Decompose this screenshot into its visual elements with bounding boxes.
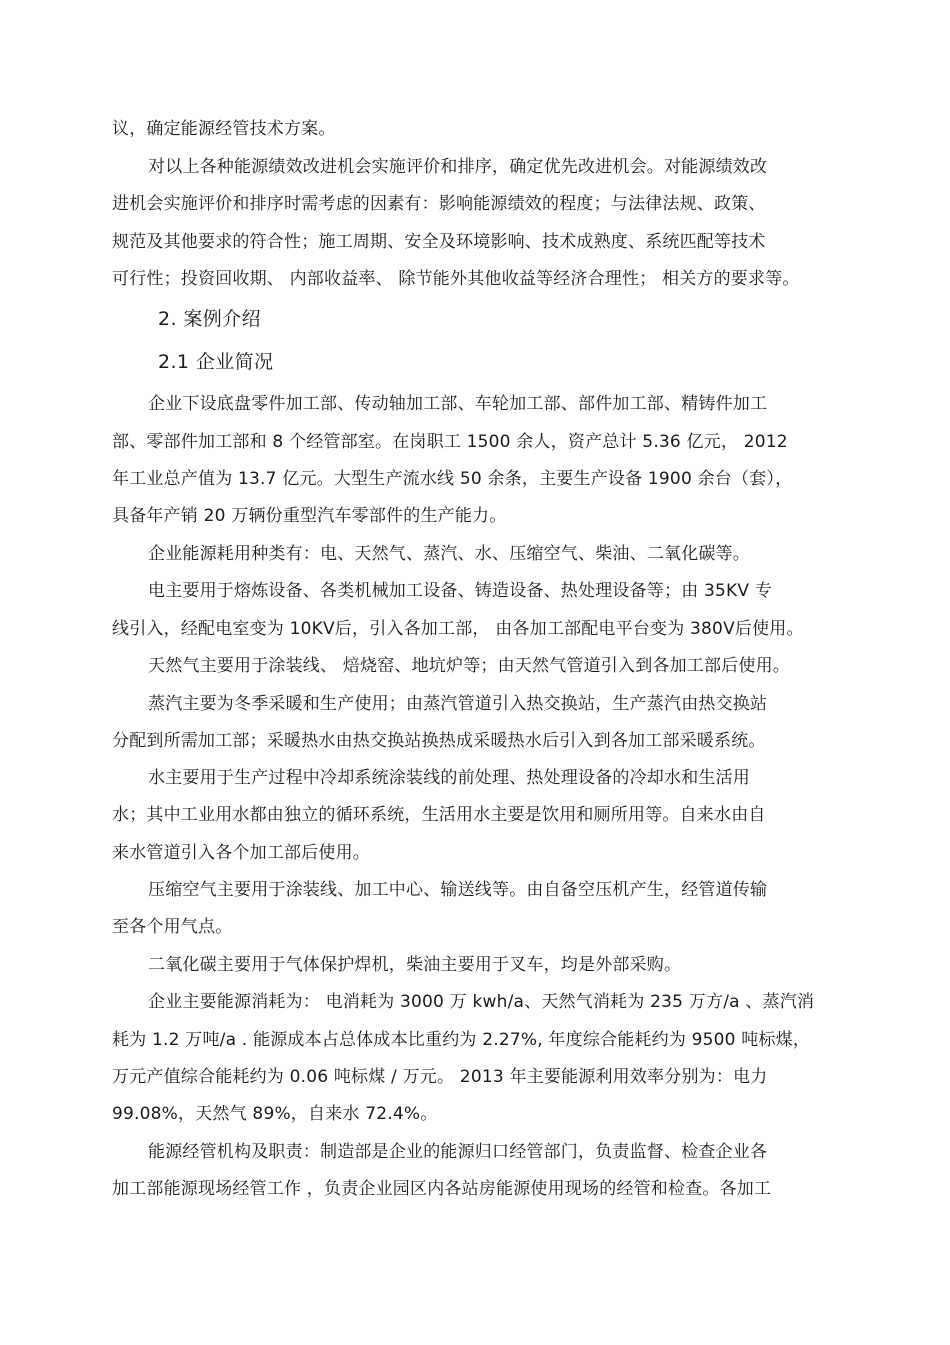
text-line: 水；其中工业用水都由独立的循环系统，生活用水主要是饮用和厕所用等。自来水由自: [112, 805, 766, 825]
text-line: 议，确定能源经管技术方案。: [112, 119, 336, 139]
text-line: 线引入，经配电室变为 10KV后，引入各加工部， 由各加工部配电平台变为 380V后使用。: [112, 619, 804, 639]
text-line: 蒸汽主要为冬季采暖和生产使用；由蒸汽管道引入热交换站，生产蒸汽由热交换站: [148, 694, 768, 714]
subsection-heading: 2.1 企业简况: [158, 351, 274, 373]
text-line: 压缩空气主要用于涂装线、加工中心、输送线等。由自备空压机产生，经管道传输: [148, 880, 768, 900]
text-line: 年工业总产值为 13.7 亿元。大型生产流水线 50 余条，主要生产设备 1900 余台（套），: [112, 469, 793, 489]
text-line: 耗为 1.2 万吨/a . 能源成本占总体成本比重约为 2.27%, 年度综合能耗约为 9500 吨标煤，: [112, 1030, 811, 1050]
text-line: 分配到所需加工部；采暖热水由热交换站换热成采暖热水后引入到各加工部采暖系统。: [112, 731, 766, 751]
text-line: 进机会实施评价和排序时需考虑的因素有：影响能源绩效的程度；与法律法规、政策、: [112, 194, 766, 214]
text-line: 具备年产销 20 万辆份重型汽车零部件的生产能力。: [112, 506, 507, 526]
text-line: 企业主要能源消耗为： 电消耗为 3000 万 kwh/a、天然气消耗为 235 万方/a 、蒸汽消: [148, 992, 815, 1012]
text-line: 企业能源耗用种类有：电、天然气、蒸汽、水、压缩空气、柴油、二氧化碳等。: [148, 544, 750, 564]
text-line: 部、零部件加工部和 8 个经管部室。在岗职工 1500 余人，资产总计 5.36 亿元， 2012: [112, 432, 788, 452]
text-line: 加工部能源现场经管工作 ，负责企业园区内各站房能源使用现场的经管和检查。各加工: [112, 1179, 772, 1199]
text-line: 天然气主要用于涂装线、 焙烧窑、地坑炉等；由天然气管道引入到各加工部后使用。: [148, 656, 791, 676]
text-line: 水主要用于生产过程中冷却系统涂装线的前处理、热处理设备的冷却水和生活用: [148, 768, 750, 788]
text-line: 万元产值综合能耗约为 0.06 吨标煤 / 万元。 2013 年主要能源利用效率分别为：电力: [112, 1067, 768, 1087]
text-line: 99.08%，天然气 89%，自来水 72.4%。: [112, 1104, 438, 1124]
text-line: 电主要用于熔炼设备、各类机械加工设备、铸造设备、热处理设备等；由 35KV 专: [148, 581, 773, 601]
text-line: 能源经管机构及职责：制造部是企业的能源归口经管部门，负责监督、检查企业各: [148, 1142, 768, 1162]
section-heading: 2. 案例介绍: [158, 308, 261, 330]
text-line: 可行性；投资回收期、 内部收益率、 除节能外其他收益等经济合理性； 相关方的要求等。: [112, 269, 800, 289]
text-line: 来水管道引入各个加工部后使用。: [112, 843, 370, 863]
text-line: 二氧化碳主要用于气体保护焊机，柴油主要用于叉车，均是外部采购。: [148, 955, 682, 975]
text-line: 对以上各种能源绩效改进机会实施评价和排序，确定优先改进机会。对能源绩效改: [148, 157, 768, 177]
text-line: 企业下设底盘零件加工部、传动轴加工部、车轮加工部、部件加工部、精铸件加工: [148, 394, 768, 414]
text-line: 规范及其他要求的符合性；施工周期、安全及环境影响、技术成熟度、系统匹配等技术: [112, 232, 766, 252]
text-line: 至各个用气点。: [112, 917, 233, 937]
